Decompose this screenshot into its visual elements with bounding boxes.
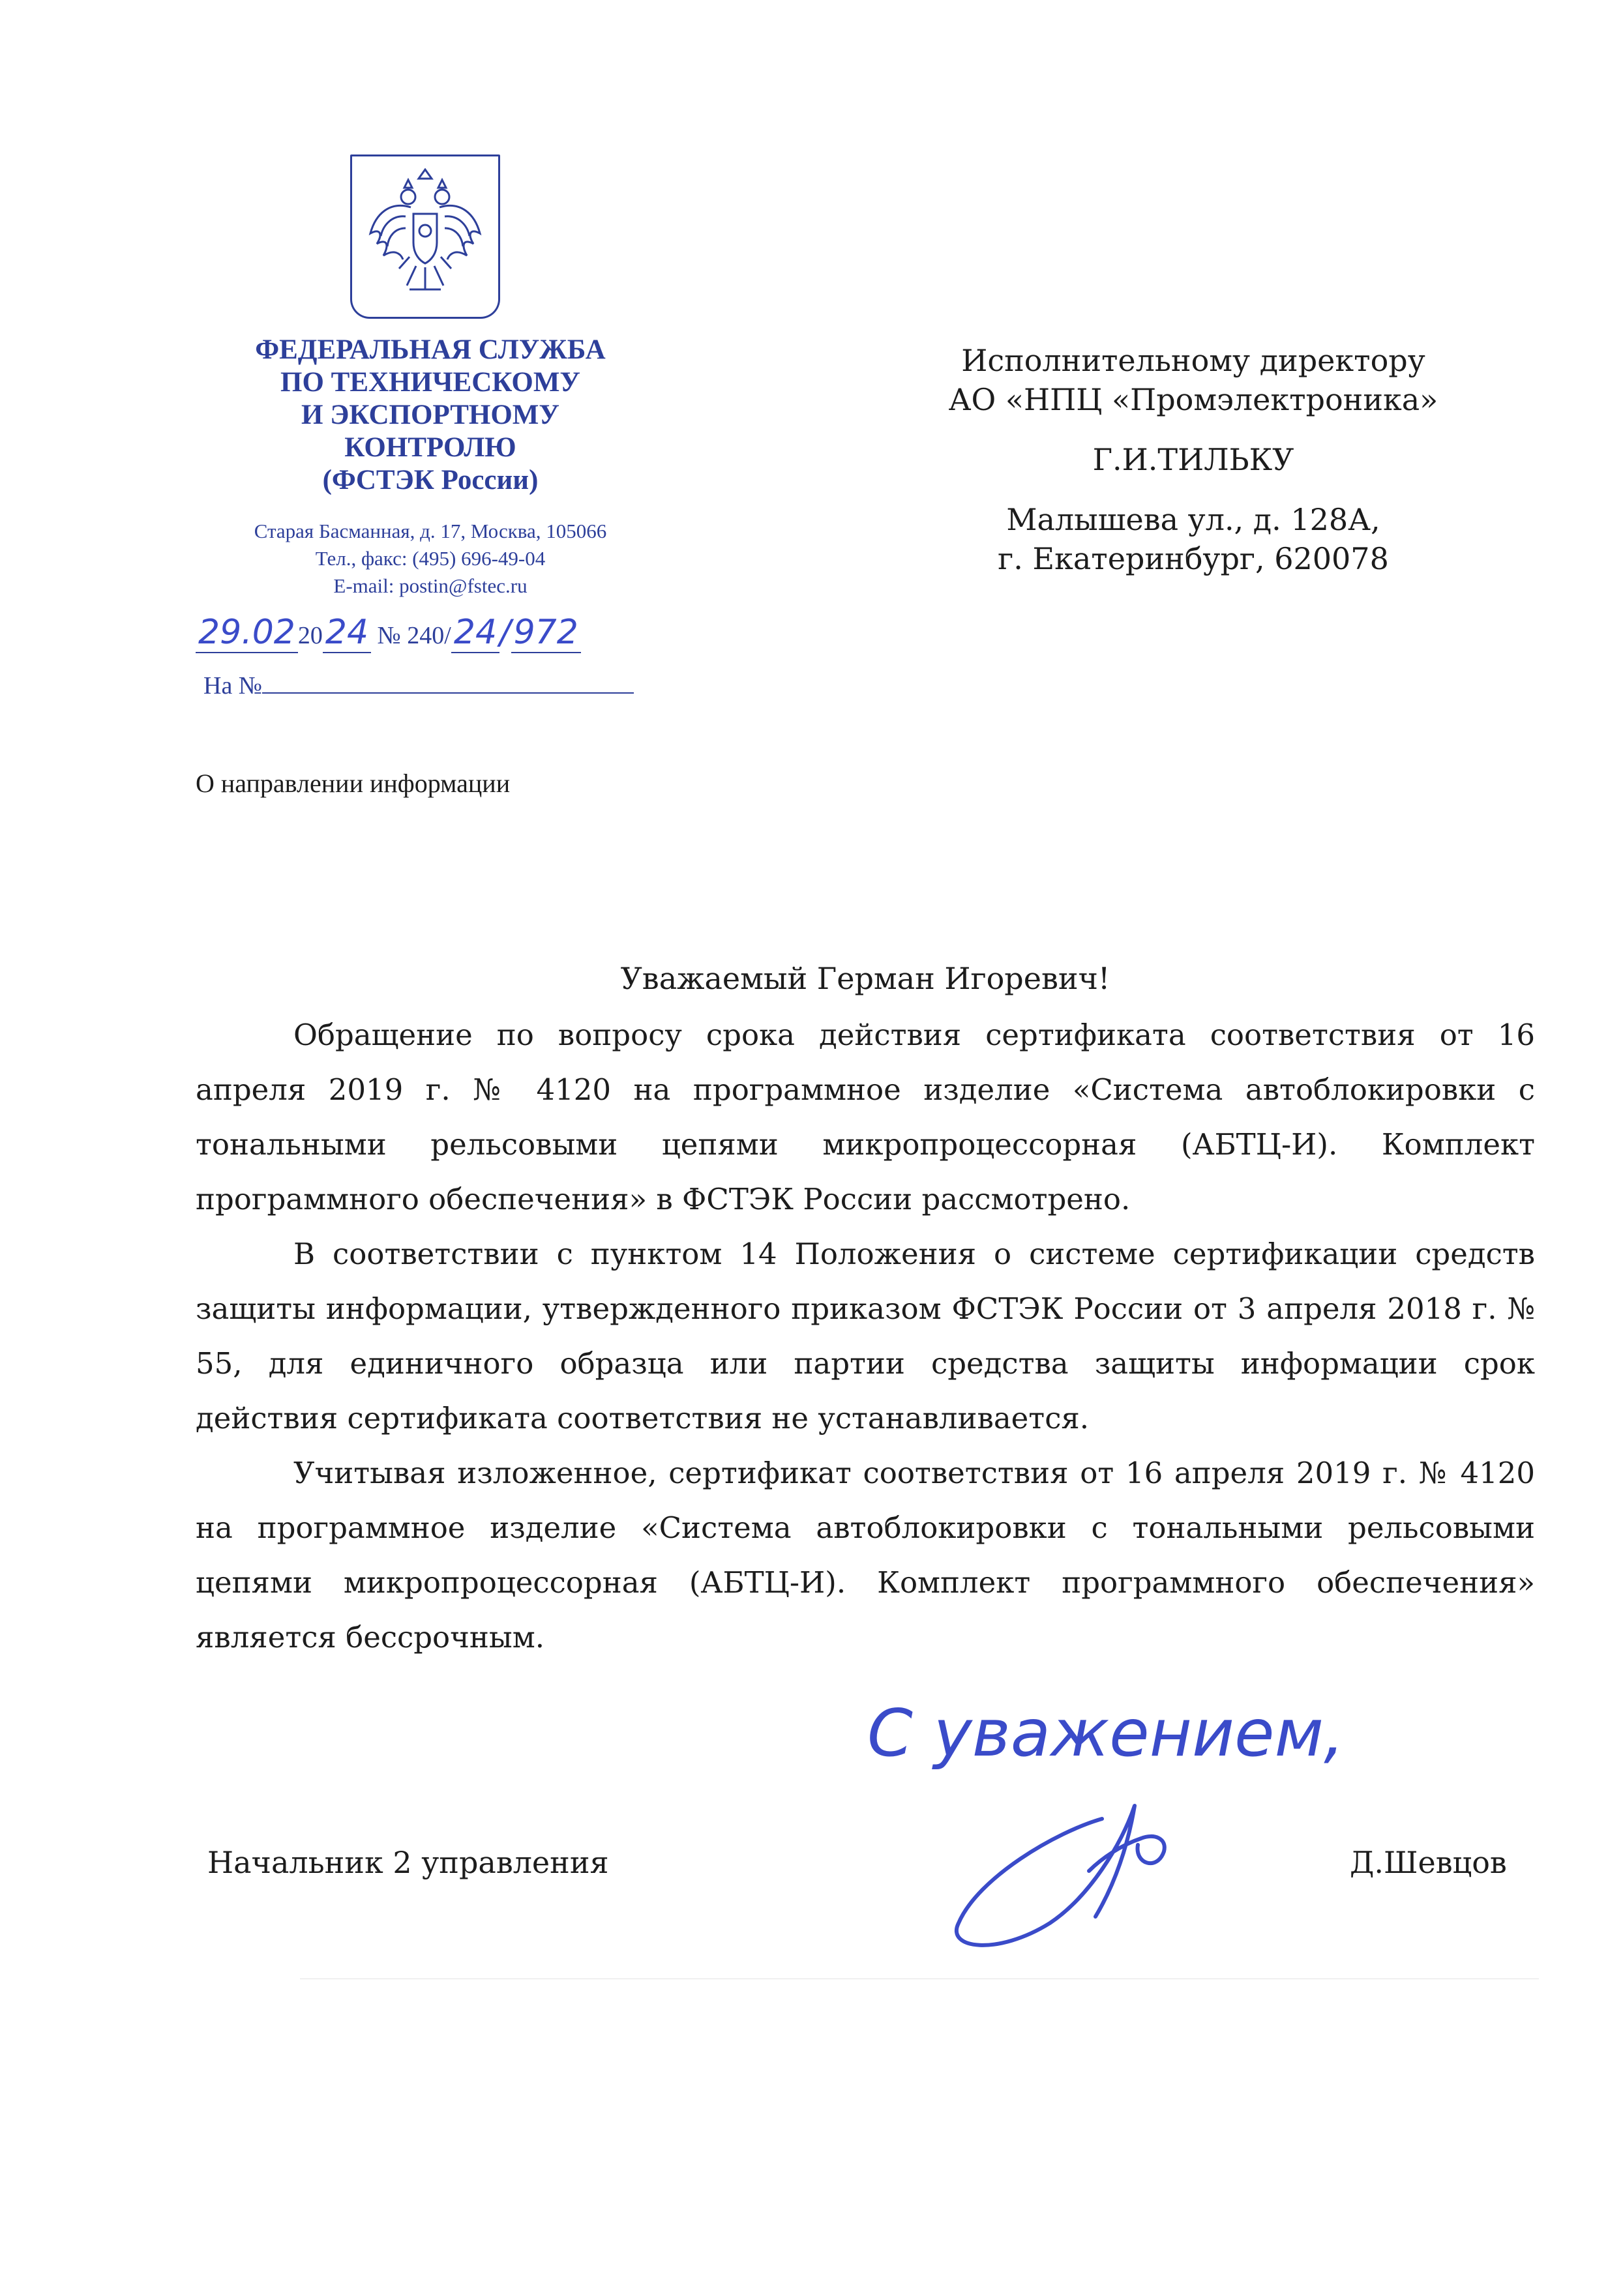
addressee-company: АО «НПЦ «Промэлектроника» — [948, 382, 1438, 417]
body-paragraph: В соответствии с пунктом 14 Положения о системе сертификации средств защиты информации, утвержденного приказом ФСТЭК России от 3 апреля 2018 г. № 55, для единичного образца или партии средства защиты информации срок действия сертификата соответствия не устанавливается. — [196, 1237, 1535, 1435]
signer-position: Начальник 2 управления — [207, 1845, 609, 1880]
org-line: КОНТРОЛЮ — [344, 432, 516, 463]
signature-scribble-icon — [939, 1793, 1174, 1956]
organization-address — [196, 518, 665, 600]
letter-body — [196, 1008, 1535, 1665]
handwritten-regards: С уважением, — [867, 1695, 1345, 1771]
addressee-street: Малышева ул., д. 128А, — [1006, 502, 1380, 537]
org-line: ПО ТЕХНИЧЕСКОМУ — [280, 367, 580, 398]
organization-name — [196, 334, 665, 497]
addressee-name: Г.И.ТИЛЬКУ — [1092, 442, 1294, 477]
registration-line — [196, 613, 691, 665]
reference-blank — [262, 692, 634, 694]
year-prefix: 20 — [297, 622, 323, 649]
body-paragraph: Учитывая изложенное, сертификат соответствия от 16 апреля 2019 г. № 4120 на программное изделие «Система автоблокировки с тональными рельсовыми цепями микропроцессорная (АБТЦ-И). Комплект программного обеспечения» является бессрочным. — [196, 1456, 1535, 1655]
reference-label: На № — [203, 672, 263, 699]
org-phone-line: Тел., факс: (495) 696-49-04 — [315, 547, 546, 570]
addressee-position: Исполнительному директору — [961, 343, 1425, 378]
registration-number-label: № 240/ — [377, 622, 451, 649]
reference-line — [203, 671, 673, 700]
registration-year: 24 — [323, 613, 371, 653]
org-email-line: E-mail: postin@fstec.ru — [333, 574, 528, 597]
addressee-block — [887, 341, 1500, 578]
signer-name: Д.Шевцов — [1350, 1845, 1507, 1880]
registration-date: 29.02 — [196, 613, 298, 653]
org-line: И ЭКСПОРТНОМУ — [301, 400, 559, 430]
addressee-city: г. Екатеринбург, 620078 — [998, 541, 1389, 576]
registration-number-slash: / — [499, 613, 511, 652]
registration-number-part-2: 972 — [511, 613, 581, 653]
handwritten-signature — [867, 1695, 1345, 1969]
org-address-line: Старая Басманная, д. 17, Москва, 105066 — [254, 520, 607, 542]
org-line: ФЕДЕРАЛЬНАЯ СЛУЖБА — [255, 334, 606, 365]
registration-number-part-1: 24 — [451, 613, 499, 653]
body-paragraph: Обращение по вопросу срока действия сертификата соответствия от 16 апреля 2019 г. № 4120 на программное изделие «Система автоблокировки с тональными рельсовыми цепями микропроцессорная (АБТЦ-И). Комплект программного обеспечения» в ФСТЭК России рассмотрено. — [196, 1018, 1535, 1216]
double-headed-eagle-icon — [364, 168, 486, 306]
greeting: Уважаемый Герман Игоревич! — [620, 961, 1110, 996]
org-line: (ФСТЭК России) — [322, 465, 539, 495]
emblem-frame — [350, 155, 500, 319]
letter-subject: О направлении информации — [196, 769, 511, 798]
